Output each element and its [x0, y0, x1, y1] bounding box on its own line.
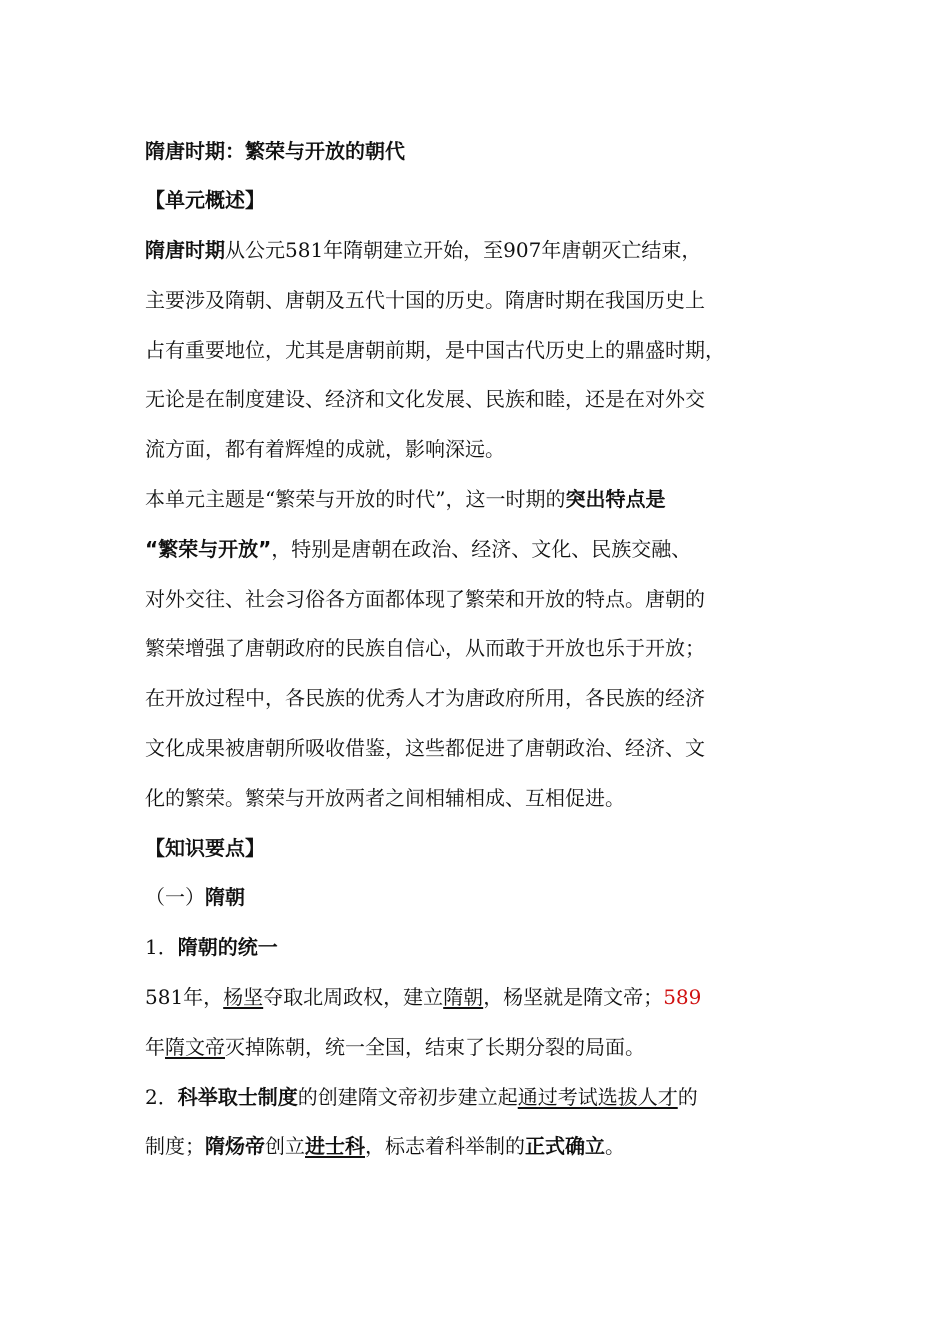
underlined-term: 隋朝	[443, 985, 484, 1009]
section-heading-points: 【知识要点】	[145, 836, 265, 860]
bold-term: 突出特点是	[565, 487, 666, 511]
point-heading	[145, 933, 278, 961]
paragraph-line	[145, 485, 665, 513]
point-number: 2．	[145, 1085, 178, 1109]
underlined-term: 通过考试选拔人才	[517, 1085, 678, 1109]
text-run: ，特别是唐朝在政治、经济、文化、民族交融、	[271, 537, 692, 561]
paragraph-line: 占有重要地位，尤其是唐朝前期，是中国古代历史上的鼎盛时期，	[145, 338, 725, 362]
text-run: 的创建隋文帝初步建立起	[297, 1085, 518, 1109]
bold-term: 正式确立	[525, 1134, 605, 1158]
paragraph-line	[145, 1132, 625, 1160]
red-year: 589	[663, 985, 702, 1009]
sub-heading-title: 隋朝	[205, 885, 245, 909]
text-run: 本单元主题是“繁荣与开放的时代”，这一时期的	[145, 487, 566, 511]
paragraph-line	[145, 535, 691, 563]
bold-term: 隋唐时期	[145, 238, 225, 262]
underlined-term: 隋文帝	[165, 1035, 225, 1059]
text-run: 从公元581年隋朝建立开始，至907年唐朝灭亡结束，	[225, 238, 702, 262]
paragraph-line	[145, 983, 701, 1011]
point-title: 科举取士制度	[177, 1085, 298, 1109]
page-title: 隋唐时期：繁荣与开放的朝代	[145, 139, 405, 163]
text-run: 夺取北周政权，建立	[263, 985, 444, 1009]
text-run: 年	[145, 1035, 165, 1059]
point-heading	[145, 1083, 698, 1111]
paragraph-line	[145, 236, 701, 264]
paragraph-line: 在开放过程中，各民族的优秀人才为唐政府所用，各民族的经济	[145, 686, 705, 710]
text-run: 制度；	[145, 1134, 205, 1158]
paragraph-line: 化的繁荣。繁荣与开放两者之间相辅相成、互相促进。	[145, 786, 625, 810]
text-run: 。	[605, 1134, 625, 1158]
point-number: 1．	[145, 935, 178, 959]
text-run: 创立	[265, 1134, 305, 1158]
paragraph-line: 无论是在制度建设、经济和文化发展、民族和睦，还是在对外交	[145, 387, 705, 411]
bold-term: “繁荣与开放”	[145, 537, 272, 561]
paragraph-line: 繁荣增强了唐朝政府的民族自信心，从而敢于开放也乐于开放；	[145, 636, 705, 660]
paragraph-line: 文化成果被唐朝所吸收借鉴，这些都促进了唐朝政治、经济、文	[145, 736, 705, 760]
underlined-term: 杨坚	[223, 985, 264, 1009]
bold-term: 隋炀帝	[205, 1134, 265, 1158]
point-title: 隋朝的统一	[177, 935, 278, 959]
paragraph-line	[145, 1033, 645, 1061]
sub-heading-prefix: （一）	[145, 885, 205, 909]
text-run: ，杨坚就是隋文帝；	[483, 985, 664, 1009]
text-run: 的	[677, 1085, 698, 1109]
text-run: 灭掉陈朝，统一全国，结束了长期分裂的局面。	[225, 1035, 645, 1059]
text-run: ，标志着科举制的	[365, 1134, 525, 1158]
section-heading-overview: 【单元概述】	[145, 188, 265, 212]
paragraph-line: 对外交往、社会习俗各方面都体现了繁荣和开放的特点。唐朝的	[145, 587, 705, 611]
text-run: 581年，	[145, 985, 224, 1009]
paragraph-line: 主要涉及隋朝、唐朝及五代十国的历史。隋唐时期在我国历史上	[145, 288, 705, 312]
paragraph-line: 流方面，都有着辉煌的成就，影响深远。	[145, 437, 505, 461]
bold-underlined-term: 进士科	[305, 1134, 365, 1158]
sub-heading	[145, 883, 245, 911]
